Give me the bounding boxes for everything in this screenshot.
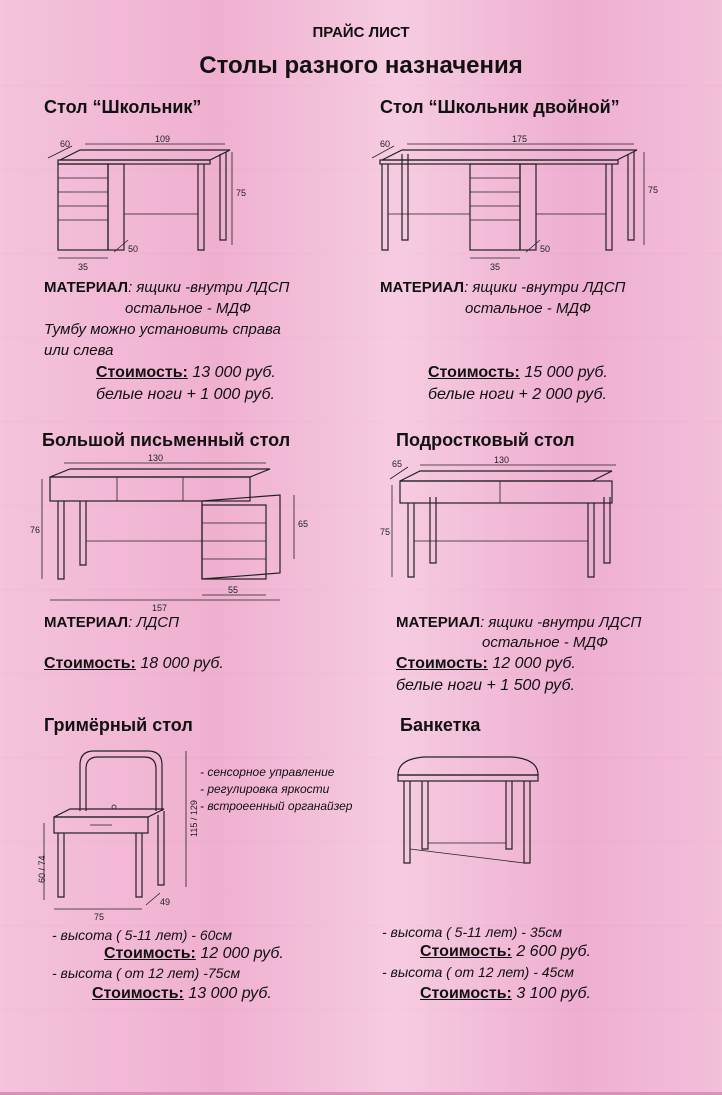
bench-cost-2: 3 100 руб. — [511, 985, 591, 1002]
big-desk-material-1: : ЛДСП — [128, 614, 179, 631]
bench-drawing — [390, 745, 550, 875]
vanity-dim-h: 60 / 74 — [37, 855, 47, 883]
school-double-title: Стол “Школьник двойной” — [380, 97, 620, 117]
teen-desk-dim-h: 75 — [380, 527, 391, 537]
price-list-label: ПРАЙС ЛИСТ — [312, 24, 410, 41]
school-material-1: : ящики -внутри ЛДСП — [128, 279, 290, 296]
school-material-label: МАТЕРИАЛ — [44, 279, 129, 296]
vanity-cost-1: 12 000 руб. — [195, 945, 284, 962]
vanity-dim-w: 75 — [94, 912, 105, 922]
school-desk-dim-s: 50 — [128, 244, 139, 254]
bench-height-2: - высота ( от 12 лет) - 45см — [382, 964, 574, 980]
big-desk-dim-pw: 55 — [228, 585, 239, 595]
school-double-extra: белые ноги + 2 000 руб. — [428, 386, 607, 403]
vanity-feature-2: - регулировка яркости — [200, 782, 330, 796]
bench-cost-1: 2 600 руб. — [511, 943, 591, 960]
school-desk-drawing — [40, 130, 270, 275]
school-desk-dim-b: 35 — [78, 262, 89, 272]
page-title: Столы разного назначения — [199, 52, 523, 79]
vanity-feature-3: - встроеенный органайзер — [200, 799, 353, 813]
vanity-cost-2: 13 000 руб. — [183, 985, 272, 1002]
teen-desk-dim-d: 65 — [392, 459, 403, 469]
school-extra: белые ноги + 1 000 руб. — [96, 386, 275, 403]
big-desk-title: Большой письменный стол — [42, 430, 291, 450]
school-note-1: Тумбу можно установить справа — [44, 321, 281, 338]
teen-desk-drawing — [380, 455, 640, 595]
big-desk-material-label: МАТЕРИАЛ — [44, 614, 129, 631]
school-note-2: или слева — [44, 342, 114, 359]
vanity-height-1: - высота ( 5-11 лет) - 60см — [52, 927, 233, 943]
school-double-dim-b: 35 — [490, 262, 501, 272]
bench-cost-label-2: Стоимость: — [420, 985, 512, 1002]
vanity-height-2: - высота ( от 12 лет) -75см — [52, 965, 241, 981]
school-desk-dim-w: 109 — [155, 134, 171, 144]
big-desk-cost-label: Стоимость: — [44, 655, 136, 672]
teen-material-2: остальное - МДФ — [482, 634, 608, 651]
school-cost-value: 13 000 руб. — [187, 364, 276, 381]
big-desk-dim-total: 157 — [152, 603, 168, 613]
school-double-dim-h: 75 — [648, 185, 659, 195]
school-double-material-2: остальное - МДФ — [465, 300, 591, 317]
bench-title: Банкетка — [400, 715, 481, 735]
school-desk-dim-h: 75 — [236, 188, 247, 198]
school-cost-label: Стоимость: — [96, 364, 188, 381]
vanity-feature-1: - сенсорное управление — [200, 765, 335, 779]
big-desk-dim-h: 76 — [30, 525, 41, 535]
school-double-cost-value: 15 000 руб. — [519, 364, 608, 381]
teen-extra: белые ноги + 1 500 руб. — [396, 677, 575, 694]
vanity-cost-label-2: Стоимость: — [92, 985, 184, 1002]
vanity-dim-d: 49 — [160, 897, 171, 907]
vanity-dim-full: 115 / 129 — [189, 800, 199, 837]
bench-cost-label-1: Стоимость: — [420, 943, 512, 960]
teen-desk-dim-w: 130 — [494, 455, 510, 465]
vanity-drawing — [30, 745, 200, 925]
big-desk-dim-ped: 65 — [298, 519, 309, 529]
big-desk-dim-w: 130 — [148, 453, 164, 463]
teen-cost-value: 12 000 руб. — [487, 655, 576, 672]
teen-cost-label: Стоимость: — [396, 655, 488, 672]
school-double-dim-s: 50 — [540, 244, 551, 254]
big-desk-drawing — [30, 455, 310, 615]
bench-height-1: - высота ( 5-11 лет) - 35см — [382, 924, 563, 940]
school-double-material-1: : ящики -внутри ЛДСП — [464, 279, 626, 296]
school-desk-dim-d: 60 — [60, 139, 71, 149]
school-double-dim-d: 60 — [380, 139, 391, 149]
school-double-drawing — [372, 130, 672, 275]
school-double-cost-label: Стоимость: — [428, 364, 520, 381]
big-desk-cost-value: 18 000 руб. — [135, 655, 224, 672]
teen-title: Подростковый стол — [396, 430, 575, 450]
teen-material-1: : ящики -внутри ЛДСП — [480, 614, 642, 631]
school-double-material-label: МАТЕРИАЛ — [380, 279, 465, 296]
teen-material-label: МАТЕРИАЛ — [396, 614, 481, 631]
school-title: Стол “Школьник” — [44, 97, 202, 117]
vanity-cost-label-1: Стоимость: — [104, 945, 196, 962]
school-material-2: остальное - МДФ — [125, 300, 251, 317]
vanity-title: Гримёрный стол — [44, 715, 193, 735]
school-double-dim-w: 175 — [512, 134, 528, 144]
